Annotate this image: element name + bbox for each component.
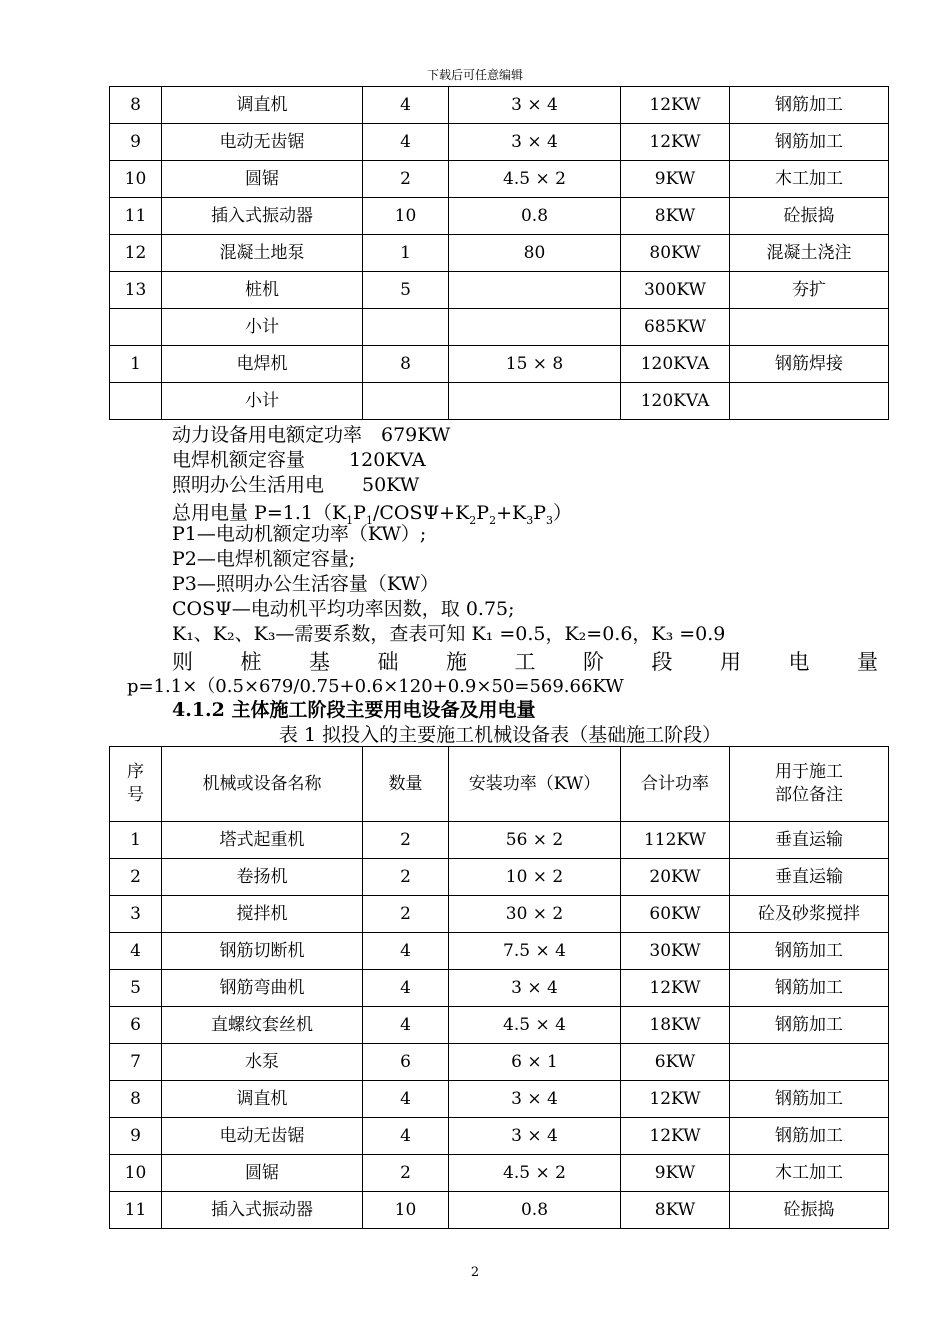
table-cell: 11 <box>110 1192 162 1229</box>
main-equipment-table <box>109 746 889 1229</box>
table-row <box>110 383 889 420</box>
table-row <box>110 161 889 198</box>
table-cell: 8 <box>110 87 162 124</box>
table-cell: 3 × 4 <box>449 970 621 1007</box>
table-cell: 12 <box>110 235 162 272</box>
table-cell: 0.8 <box>449 1192 621 1229</box>
table-cell: 3 <box>110 896 162 933</box>
table-cell: 4.5 × 4 <box>449 1007 621 1044</box>
table-cell <box>110 383 162 420</box>
table-row <box>110 1081 889 1118</box>
table-cell: 15 × 8 <box>449 346 621 383</box>
table-cell: 300KW <box>621 272 730 309</box>
table-cell: 钢筋加工 <box>730 87 889 124</box>
table-row <box>110 198 889 235</box>
table-cell <box>363 309 449 346</box>
table-cell: 4 <box>363 87 449 124</box>
table-cell: 混凝土浇注 <box>730 235 889 272</box>
table-cell: 6KW <box>621 1044 730 1081</box>
table-cell: 10 <box>110 161 162 198</box>
table-cell: 10 <box>363 1192 449 1229</box>
table-cell: 11 <box>110 198 162 235</box>
table-cell: 调直机 <box>162 87 363 124</box>
table-cell: 2 <box>363 161 449 198</box>
table-cell: 6 × 1 <box>449 1044 621 1081</box>
table-cell: 685KW <box>621 309 730 346</box>
spread-char: 桩 <box>240 650 262 674</box>
table-cell: 4.5 × 2 <box>449 1155 621 1192</box>
table-cell: 13 <box>110 272 162 309</box>
table-cell: 2 <box>363 822 449 859</box>
table-cell: 8 <box>110 1081 162 1118</box>
spread-char: 础 <box>377 650 399 674</box>
table-cell: 120KVA <box>621 346 730 383</box>
table-cell: 112KW <box>621 822 730 859</box>
spread-char: 施 <box>446 650 467 674</box>
table-row <box>110 1007 889 1044</box>
spread-char: 阶 <box>583 650 604 674</box>
p1-definition: P1—电动机额定功率（KW）; <box>172 523 427 545</box>
table-cell <box>449 309 621 346</box>
table-cell: 电动无齿锯 <box>162 124 363 161</box>
table-cell: 水泵 <box>162 1044 363 1081</box>
spread-char: 则 <box>172 650 193 674</box>
table-cell: 30KW <box>621 933 730 970</box>
table-cell: 7 <box>110 1044 162 1081</box>
table-cell: 60KW <box>621 896 730 933</box>
table-cell: 3 × 4 <box>449 87 621 124</box>
table-cell: 夯扩 <box>730 272 889 309</box>
table-caption: 表 1 拟投入的主要施工机械设备表（基础施工阶段） <box>278 724 722 746</box>
table-cell: 4.5 × 2 <box>449 161 621 198</box>
table-cell: 木工加工 <box>730 1155 889 1192</box>
table-row <box>110 1118 889 1155</box>
table-cell: 9 <box>110 124 162 161</box>
p3-definition: P3—照明办公生活容量（KW） <box>172 573 439 595</box>
table-cell <box>363 383 449 420</box>
table-cell: 5 <box>110 970 162 1007</box>
table-cell: 垂直运输 <box>730 859 889 896</box>
table-header-row <box>110 747 889 822</box>
table-cell: 30 × 2 <box>449 896 621 933</box>
demand-coefficients: K₁、K₂、K₃—需要系数，查表可知 K₁ =0.5，K₂=0.6，K₃ =0.9 <box>172 623 726 645</box>
lighting-power-line: 照明办公生活用电 50KW <box>172 474 420 496</box>
table-cell: 直螺纹套丝机 <box>162 1007 363 1044</box>
table-cell: 12KW <box>621 124 730 161</box>
table-cell: 7.5 × 4 <box>449 933 621 970</box>
table-cell: 小计 <box>162 309 363 346</box>
table-header-cell: 序 号 <box>110 747 162 822</box>
table-cell: 圆锯 <box>162 1155 363 1192</box>
table-cell: 4 <box>363 1118 449 1155</box>
table-cell: 卷扬机 <box>162 859 363 896</box>
table-cell: 9 <box>110 1118 162 1155</box>
table-cell: 10 <box>363 198 449 235</box>
table-row <box>110 1155 889 1192</box>
spread-char: 段 <box>651 650 673 674</box>
power-rating-line: 动力设备用电额定功率 679KW <box>172 424 451 446</box>
table-cell: 10 <box>110 1155 162 1192</box>
table-cell: 6 <box>110 1007 162 1044</box>
table-cell: 120KVA <box>621 383 730 420</box>
table-cell: 钢筋加工 <box>730 970 889 1007</box>
equipment-table-continued <box>109 86 889 420</box>
table-cell: 钢筋加工 <box>730 1081 889 1118</box>
table-cell: 小计 <box>162 383 363 420</box>
table-cell: 混凝土地泵 <box>162 235 363 272</box>
table-cell: 钢筋切断机 <box>162 933 363 970</box>
table-cell: 3 × 4 <box>449 1081 621 1118</box>
table-cell: 插入式振动器 <box>162 1192 363 1229</box>
table-cell: 9KW <box>621 1155 730 1192</box>
table-cell: 9KW <box>621 161 730 198</box>
table-cell: 12KW <box>621 1118 730 1155</box>
spread-char: 用 <box>720 650 741 674</box>
table-cell: 12KW <box>621 87 730 124</box>
table-cell: 4 <box>363 124 449 161</box>
table-cell <box>730 1044 889 1081</box>
main-equipment-table-body <box>110 822 889 1229</box>
table-cell: 80 <box>449 235 621 272</box>
table-cell: 12KW <box>621 970 730 1007</box>
table-cell: 4 <box>363 1007 449 1044</box>
table-cell: 80KW <box>621 235 730 272</box>
table-row <box>110 1044 889 1081</box>
spread-char: 量 <box>857 650 878 674</box>
table-header-cell: 数量 <box>363 747 449 822</box>
table-cell: 8KW <box>621 1192 730 1229</box>
table-cell: 钢筋加工 <box>730 1007 889 1044</box>
table-cell: 电焊机 <box>162 346 363 383</box>
table-cell: 钢筋加工 <box>730 933 889 970</box>
table-row <box>110 970 889 1007</box>
table-row <box>110 896 889 933</box>
table-header-cell: 合计功率 <box>621 747 730 822</box>
welder-capacity-line: 电焊机额定容量 120KVA <box>172 449 426 471</box>
table-cell: 20KW <box>621 859 730 896</box>
table-cell: 8KW <box>621 198 730 235</box>
table-row <box>110 235 889 272</box>
table-cell: 调直机 <box>162 1081 363 1118</box>
table-cell: 8 <box>363 346 449 383</box>
table-header-cell: 用于施工 部位备注 <box>730 747 889 822</box>
table-cell: 4 <box>363 1081 449 1118</box>
table-cell <box>110 309 162 346</box>
table-row <box>110 859 889 896</box>
table-cell: 6 <box>363 1044 449 1081</box>
table-header-cell: 机械或设备名称 <box>162 747 363 822</box>
table-cell: 木工加工 <box>730 161 889 198</box>
table-cell: 1 <box>110 822 162 859</box>
table-row <box>110 309 889 346</box>
table-cell <box>730 309 889 346</box>
table-cell: 1 <box>363 235 449 272</box>
table-cell: 2 <box>363 859 449 896</box>
p2-definition: P2—电焊机额定容量; <box>172 548 356 570</box>
table-row <box>110 1192 889 1229</box>
table-cell: 0.8 <box>449 198 621 235</box>
page-number: 2 <box>470 1265 480 1280</box>
equipment-table-continued-body <box>110 87 889 420</box>
table-cell: 2 <box>110 859 162 896</box>
table-cell: 3 × 4 <box>449 1118 621 1155</box>
page-header-note: 下载后可任意编辑 <box>426 68 523 82</box>
table-cell: 12KW <box>621 1081 730 1118</box>
table-cell: 桩机 <box>162 272 363 309</box>
table-cell <box>449 383 621 420</box>
table-cell: 砼及砂浆搅拌 <box>730 896 889 933</box>
table-cell: 钢筋加工 <box>730 124 889 161</box>
table-cell <box>730 383 889 420</box>
table-cell: 圆锯 <box>162 161 363 198</box>
table-cell: 垂直运输 <box>730 822 889 859</box>
table-row <box>110 346 889 383</box>
table-cell: 10 × 2 <box>449 859 621 896</box>
spread-char: 电 <box>788 650 810 674</box>
table-cell: 砼振捣 <box>730 1192 889 1229</box>
power-calculation: p=1.1×（0.5×679/0.75+0.6×120+0.9×50=569.66KW <box>127 676 624 697</box>
table-cell: 电动无齿锯 <box>162 1118 363 1155</box>
section-title: 4.1.2 主体施工阶段主要用电设备及用电量 <box>172 699 536 721</box>
table-cell: 砼振捣 <box>730 198 889 235</box>
table-cell: 2 <box>363 896 449 933</box>
total-power-formula: 总用电量 $P=1.1(K_1P_1/COS\Psi+K_2P_2+K_3P_3)$ <box>172 502 572 527</box>
table-row <box>110 933 889 970</box>
table-cell: 56 × 2 <box>449 822 621 859</box>
spread-char: 基 <box>309 650 330 674</box>
table-header-cell: 安装功率（KW） <box>449 747 621 822</box>
table-row <box>110 822 889 859</box>
table-cell: 2 <box>363 1155 449 1192</box>
table-cell: 1 <box>110 346 162 383</box>
cos-definition: COSΨ—电动机平均功率因数，取 0.75; <box>172 598 515 620</box>
table-cell: 塔式起重机 <box>162 822 363 859</box>
formula-prefix: 总用电量 P=1.1（K <box>172 502 347 524</box>
table-row <box>110 124 889 161</box>
table-cell: 插入式振动器 <box>162 198 363 235</box>
table-cell: 钢筋弯曲机 <box>162 970 363 1007</box>
table-cell: 4 <box>363 970 449 1007</box>
table-row <box>110 87 889 124</box>
table-row <box>110 272 889 309</box>
table-cell: 3 × 4 <box>449 124 621 161</box>
table-cell: 钢筋焊接 <box>730 346 889 383</box>
table-cell: 钢筋加工 <box>730 1118 889 1155</box>
table-cell: 4 <box>363 933 449 970</box>
spread-char: 工 <box>514 650 536 674</box>
table-cell: 5 <box>363 272 449 309</box>
table-cell: 4 <box>110 933 162 970</box>
table-cell: 搅拌机 <box>162 896 363 933</box>
table-cell: 18KW <box>621 1007 730 1044</box>
table-cell <box>449 272 621 309</box>
